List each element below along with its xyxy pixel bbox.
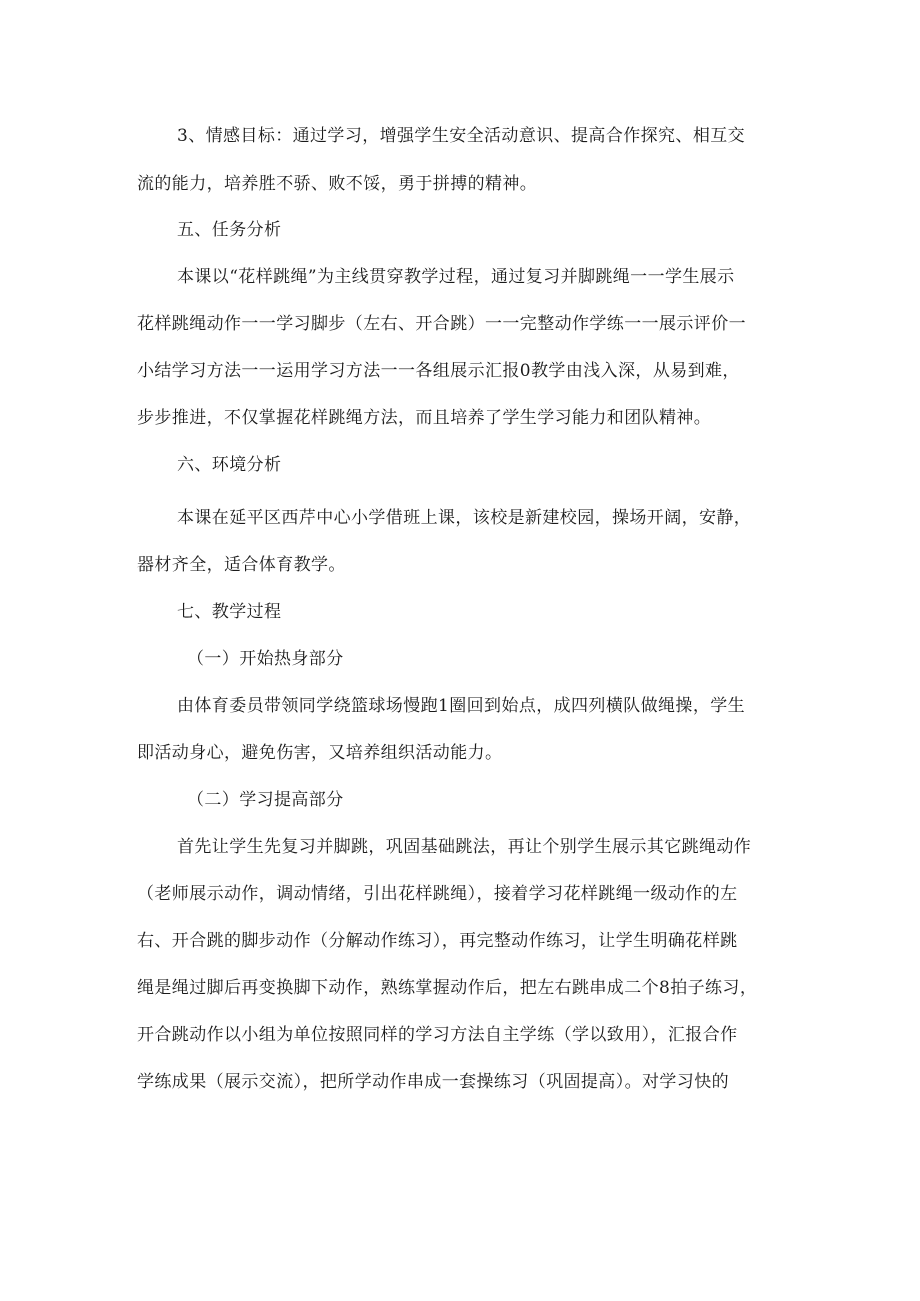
paragraph-affective-goal-line-2: 流的能力，培养胜不骄、败不馁，勇于拼搏的精神。 [137, 174, 538, 194]
paragraph-learning-line-3: 右、开合跳的脚步动作（分解动作练习），再完整动作练习，让学生明确花样跳 [137, 931, 738, 951]
heading-environment-analysis: 六、环境分析 [177, 455, 282, 475]
paragraph-learning-line-4: 绳是绳过脚后再变换脚下动作，熟练掌握动作后，把左右跳串成二个8拍子练习， [137, 978, 758, 998]
paragraph-task-analysis-line-1: 本课以“花样跳绳”为主线贯穿教学过程，通过复习并脚跳绳一一学生展示 [177, 267, 735, 287]
paragraph-task-analysis-line-3: 小结学习方法一一运用学习方法一一各组展示汇报0教学由浅入深，从易到难， [137, 361, 740, 381]
paragraph-environment-line-1: 本课在延平区西芹中心小学借班上课，该校是新建校园，操场开阔，安静， [177, 508, 752, 528]
subheading-learning-improvement: （二）学习提高部分 [187, 790, 344, 810]
paragraph-warmup-line-1: 由体育委员带领同学绕篮球场慢跑1圈回到始点，成四列横队做绳操，学生 [177, 696, 746, 716]
paragraph-learning-line-1: 首先让学生先复习并脚跳，巩固基础跳法，再让个别学生展示其它跳绳动作 [177, 837, 752, 857]
subheading-warmup: （一）开始热身部分 [187, 649, 344, 669]
paragraph-learning-line-6: 学练成果（展示交流），把所学动作串成一套操练习（巩固提高）。对学习快的 [137, 1072, 729, 1092]
paragraph-warmup-line-2: 即活动身心，避免伤害，又培养组织活动能力。 [137, 743, 503, 763]
paragraph-learning-line-2: （老师展示动作，调动情绪，引出花样跳绳），接着学习花样跳绳一级动作的左 [137, 884, 738, 904]
paragraph-task-analysis-line-2: 花样跳绳动作一一学习脚步（左右、开合跳）一一完整动作学练一一展示评价一 [137, 314, 746, 334]
heading-teaching-process: 七、教学过程 [177, 602, 282, 622]
paragraph-environment-line-2: 器材齐全，适合体育教学。 [137, 555, 346, 575]
paragraph-affective-goal-line-1: 3、情感目标：通过学习，增强学生安全活动意识、提高合作探究、相互交 [177, 126, 746, 146]
heading-task-analysis: 五、任务分析 [177, 220, 282, 240]
paragraph-learning-line-5: 开合跳动作以小组为单位按照同样的学习方法自主学练（学以致用），汇报合作 [137, 1025, 738, 1045]
paragraph-task-analysis-line-4: 步步推进，不仅掌握花样跳绳方法，而且培养了学生学习能力和团队精神。 [137, 408, 712, 428]
